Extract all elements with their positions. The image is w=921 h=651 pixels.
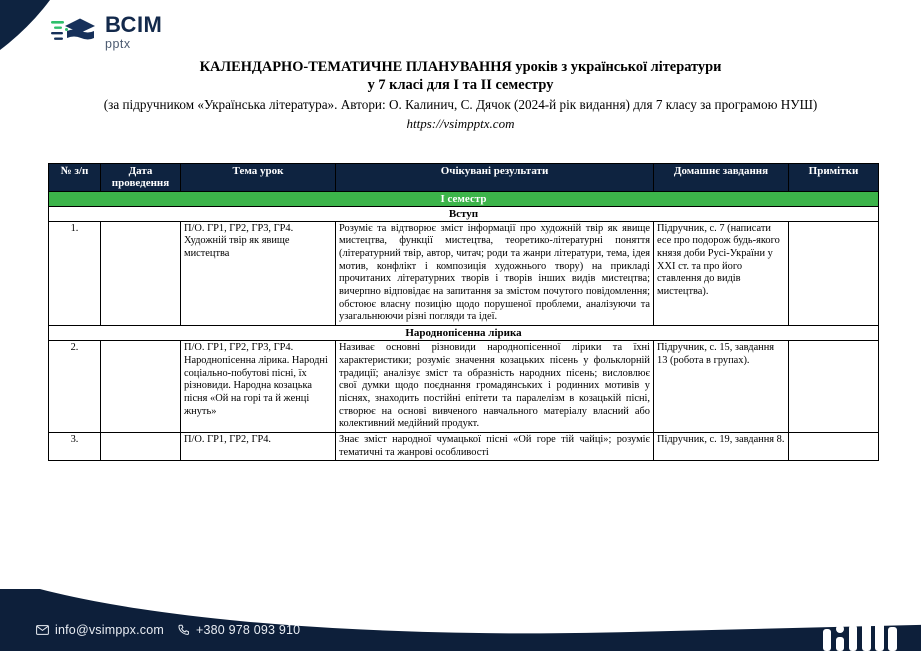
section-label: Вступ bbox=[49, 206, 879, 221]
cell-results: Знає зміст народної чумацької пісні «Ой горе тій чайці»; розуміє тематичні та жанрові особливості bbox=[336, 432, 654, 460]
cell-notes bbox=[789, 221, 879, 326]
section-label: Народнопісенна лірика bbox=[49, 326, 879, 341]
cell-number: 3. bbox=[49, 432, 101, 460]
cell-homework: Підручник, с. 15, завдання 13 (робота в групах). bbox=[654, 341, 789, 433]
cell-notes bbox=[789, 432, 879, 460]
column-header-results: Очікувані результати bbox=[336, 164, 654, 192]
column-header-notes: Примітки bbox=[789, 164, 879, 192]
section-header-row bbox=[49, 326, 879, 341]
cell-topic: П/О. ГР1, ГР2, ГР4. bbox=[181, 432, 336, 460]
semester-label: І семестр bbox=[49, 191, 879, 206]
footer-email-text: info@vsimppx.com bbox=[55, 623, 164, 637]
cell-date bbox=[101, 221, 181, 326]
cell-number: 1. bbox=[49, 221, 101, 326]
lesson-planning-table bbox=[48, 163, 879, 461]
cell-number: 2. bbox=[49, 341, 101, 433]
page-title: КАЛЕНДАРНО-ТЕМАТИЧНЕ ПЛАНУВАННЯ уроків з української літератури bbox=[199, 59, 722, 75]
table-header bbox=[49, 164, 879, 192]
footer-contacts bbox=[36, 623, 300, 637]
table-row bbox=[49, 341, 879, 433]
cell-homework: Підручник, с. 19, завдання 8. bbox=[654, 432, 789, 460]
brand-bar-mark bbox=[821, 599, 905, 651]
table-row bbox=[49, 432, 879, 460]
logo-title: ВСІМ bbox=[105, 12, 163, 37]
column-header-homework: Домашнє завдання bbox=[654, 164, 789, 192]
semester-band-row bbox=[49, 191, 879, 206]
page-subtitle: у 7 класі для I та II семестру bbox=[367, 77, 554, 94]
cell-results: Розуміє та відтворює зміст інформації про художній твір як явище мистецтва, функції мистецтва, теоретико-літературні поняття (літературний твір, автор, читач; роди та жанри літератури, тема, ідея мотив, конфлікт і композиція художнього твору) на прикладі прочитаних літературних творів і творів інших видів мистецтва; вичерпно відповідає на запитання за змістом почутого повідомлення; обстоює власну позицію щодо порушеної проблеми, аналізуючи та узагальнюючи різні погляди та ідеї. bbox=[336, 221, 654, 326]
section-header-row bbox=[49, 206, 879, 221]
footer-phone-text: +380 978 093 910 bbox=[195, 623, 301, 637]
column-header-topic: Тема урок bbox=[181, 164, 336, 192]
brand-logo bbox=[50, 14, 162, 51]
page-footer bbox=[0, 589, 921, 651]
cell-topic: П/О. ГР1, ГР2, ГР3, ГР4. Художній твір як явище мистецтва bbox=[181, 221, 336, 326]
table-header-row bbox=[49, 164, 879, 192]
cell-topic: П/О. ГР1, ГР2, ГР3, ГР4. Народнопісенна лірика. Народні соціально-побутові пісні, їх різновиди. Народна козацька пісня «Ой на горі та й женці жнуть» bbox=[181, 341, 336, 433]
cell-homework: Підручник, с. 7 (написати есе про подорож будь-якого князя доби Русі-України у XXI ст. та про його ставлення до видів мистецтва). bbox=[654, 221, 789, 326]
cell-date bbox=[101, 341, 181, 433]
table-body bbox=[49, 191, 879, 461]
cell-date bbox=[101, 432, 181, 460]
textbook-reference: (за підручником «Українська література». Автори: О. Калинич, С. Дячок (2024-й рік видання) для 7 класу за програмою НУШ) bbox=[103, 96, 818, 112]
column-header-date: Дата проведення bbox=[101, 164, 181, 192]
table-row bbox=[49, 221, 879, 326]
source-url: https://vsimpptx.com bbox=[406, 116, 515, 132]
document-title-block bbox=[40, 58, 881, 132]
graduation-cap-icon bbox=[50, 15, 96, 49]
phone-icon bbox=[178, 624, 190, 636]
cell-results: Називає основні різновиди народнопісенної лірики та їхні характеристики; розуміє значення козацьких пісень у фольклорній традиції; аналізує зміст та образність народних пісень; висловлює свої думки щодо поєднання громадянських і родинних мотивів у піснях, знаходить постійні епітети та паралелізм в козацькій пісні, створює на основі вивченого навчального матеріалу власний або колективний медійний продукт. bbox=[336, 341, 654, 433]
logo-subtitle: pptx bbox=[105, 37, 131, 51]
envelope-icon bbox=[36, 625, 49, 635]
footer-curve-decoration bbox=[0, 589, 921, 649]
cell-notes bbox=[789, 341, 879, 433]
column-header-number: № з/п bbox=[49, 164, 101, 192]
footer-phone[interactable] bbox=[178, 623, 300, 637]
footer-email[interactable] bbox=[36, 623, 164, 637]
